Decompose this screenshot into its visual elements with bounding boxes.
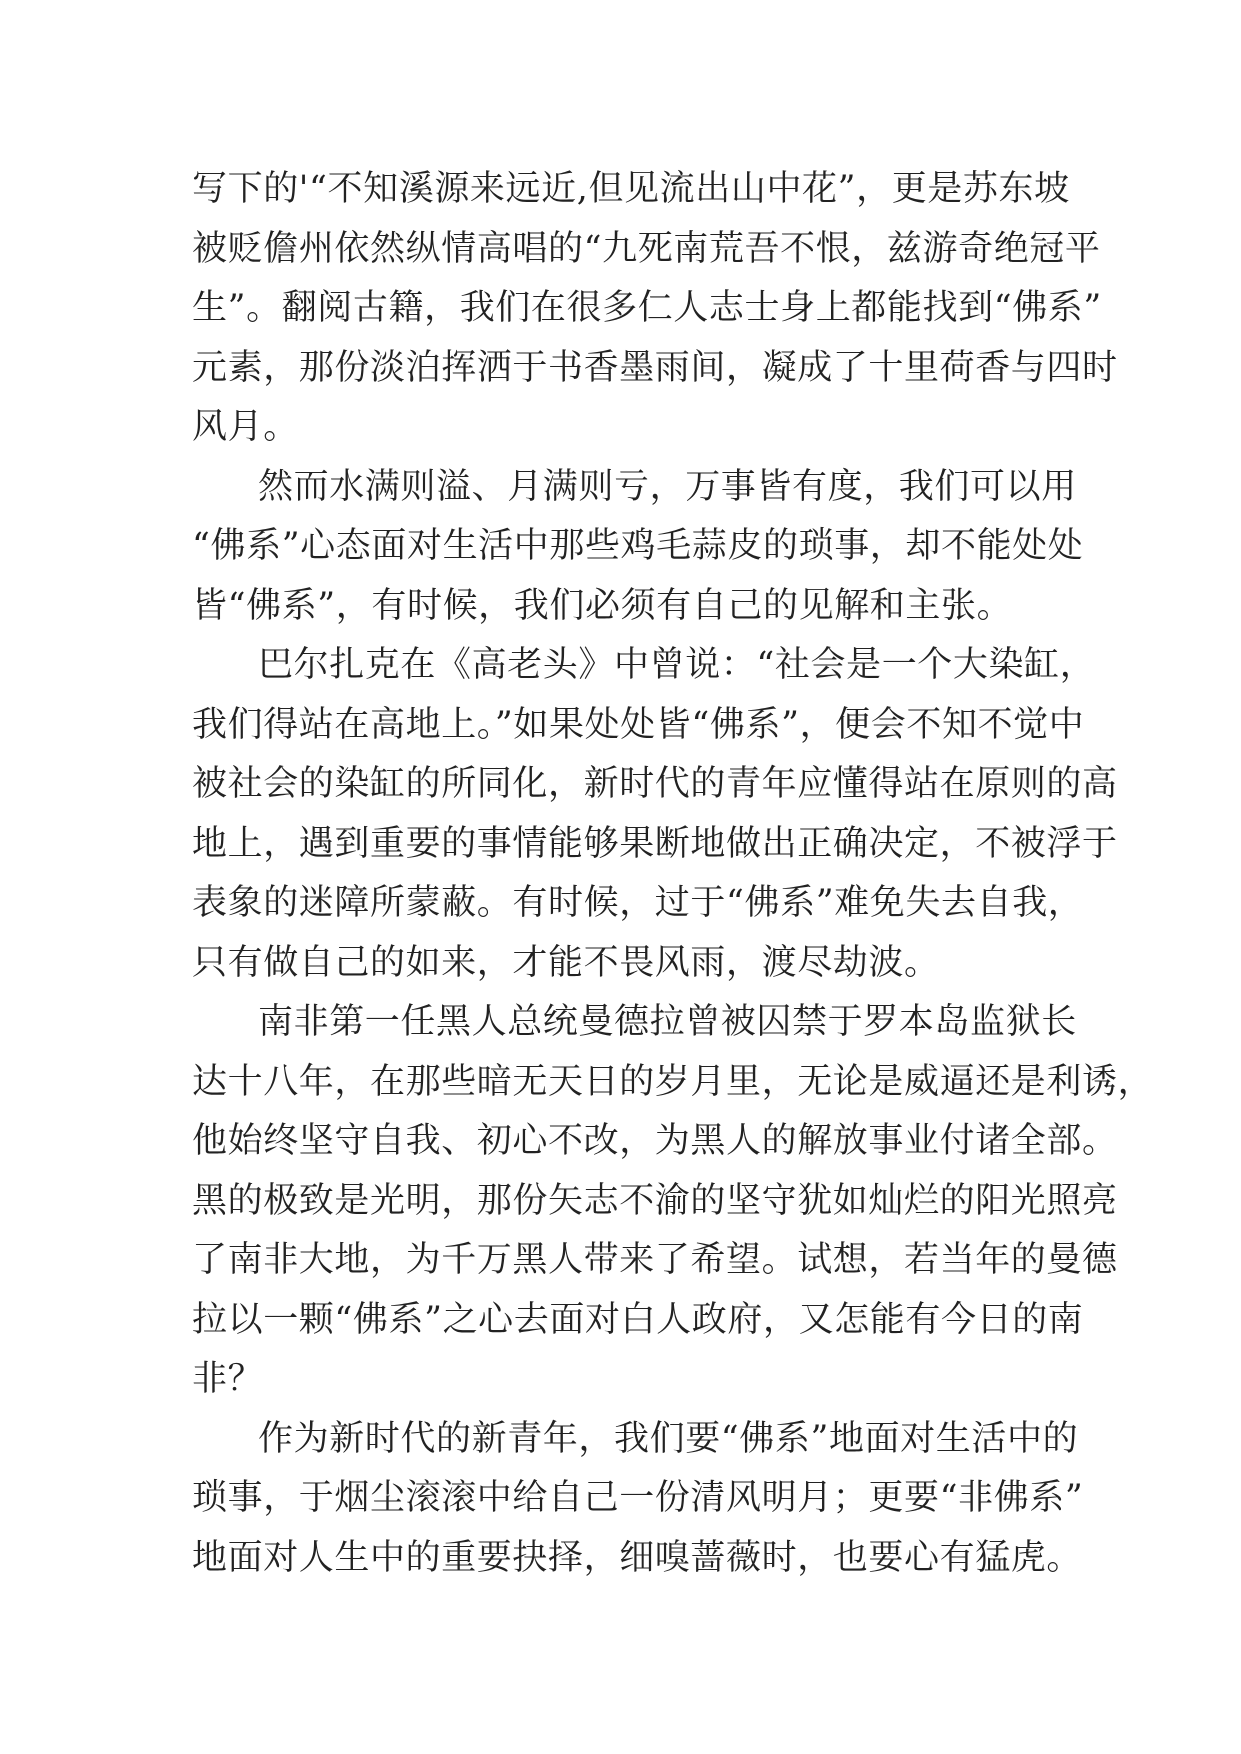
- text-line: 表象的迷障所蒙蔽。有时候，过于“佛系”难免失去自我，: [192, 883, 1084, 923]
- text-line: 他始终坚守自我、初心不改，为黑人的解放事业付诸全部。: [192, 1121, 1118, 1161]
- text-line: 非？: [192, 1359, 264, 1399]
- text-line: 写下的'“不知溪源来远近,但见流出山中花”，更是苏东坡: [192, 169, 1070, 209]
- text-line: 地面对人生中的重要抉择，细嗅蔷薇时，也要心有猛虎。: [192, 1537, 1083, 1578]
- text-line: 拉以一颗“佛系”之心去面对白人政府，又怎能有今日的南: [192, 1299, 1084, 1340]
- text-line: 巴尔扎克在《高老头》中曾说：“社会是一个大染缸，: [258, 645, 1096, 685]
- text-line: 黑的极致是光明，那份矢志不渝的坚守犹如灿烂的阳光照亮: [192, 1180, 1118, 1221]
- text-line: 琐事，于烟尘滚滚中给自己一份清风明月；更要“非佛系”: [192, 1478, 1084, 1518]
- text-line: 被社会的染缸的所同化，新时代的青年应懂得站在原则的高: [192, 764, 1118, 804]
- text-line: 被贬儋州依然纵情高唱的“九死南荒吾不恨，兹游奇绝冠平: [192, 228, 1101, 269]
- text-line: 然而水满则溢、月满则亏，万事皆有度，我们可以用: [258, 466, 1077, 507]
- text-line: 地上，遇到重要的事情能够果断地做出正确决定，不被浮于: [192, 823, 1118, 864]
- text-line: 只有做自己的如来，才能不畏风雨，渡尽劫波。: [192, 942, 940, 983]
- text-line: 了南非大地，为千万黑人带来了希望。试想，若当年的曼德: [192, 1240, 1118, 1280]
- essay-body: [192, 160, 1154, 1588]
- text-line: 我们得站在高地上。”如果处处皆“佛系”，便会不知不觉中: [192, 704, 1085, 745]
- text-line: 元素，那份淡泊挥洒于书香墨雨间，凝成了十里荷香与四时: [192, 347, 1118, 388]
- text-line: “佛系”心态面对生活中那些鸡毛蒜皮的琐事，却不能处处: [192, 526, 1084, 566]
- text-line: 达十八年，在那些暗无天日的岁月里，无论是威逼还是利诱，: [192, 1061, 1154, 1102]
- text-line: 风月。: [192, 407, 299, 447]
- text-line: 生”。翻阅古籍，我们在很多仁人志士身上都能找到“佛系”: [192, 288, 1102, 328]
- text-line: 南非第一任黑人总统曼德拉曾被囚禁于罗本岛监狱长: [258, 1002, 1077, 1042]
- text-line: 作为新时代的新青年，我们要“佛系”地面对生活中的: [258, 1418, 1079, 1459]
- text-line: 皆“佛系”，有时候，我们必须有自己的见解和主张。: [192, 585, 1013, 626]
